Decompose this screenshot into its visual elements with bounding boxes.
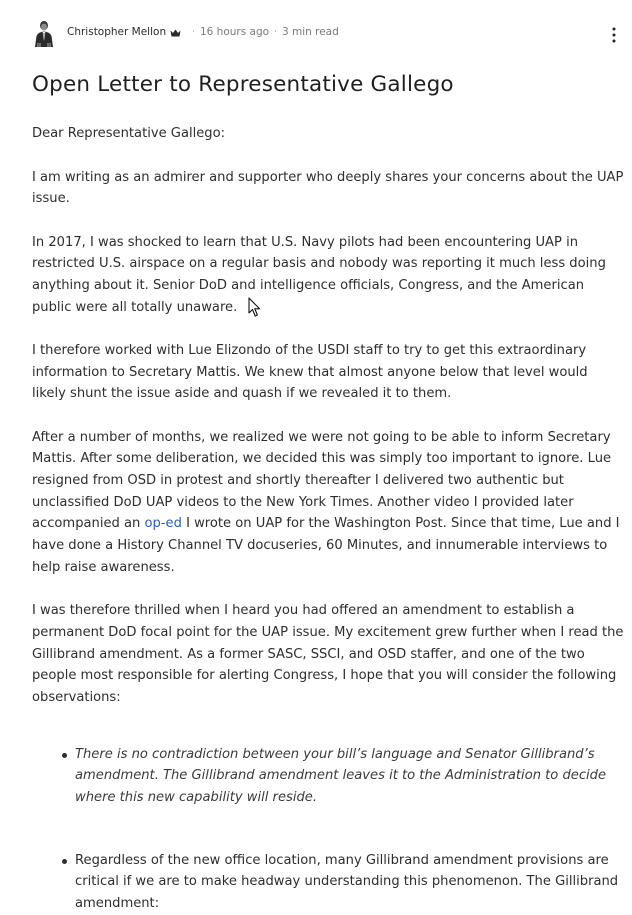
paragraph: I am writing as an admirer and supporter who deeply shares your concerns about the UAP issue. (32, 169, 624, 207)
bullet-list (32, 744, 624, 809)
op-ed-link[interactable]: op-ed (144, 516, 182, 532)
paragraph-text: After a number of months, we realized we were not going to be able to inform Secretary Mattis. After some deliberation, we decided this was simply too important to ignore. Lue resigned from OSD in protest and shortly thereafter I delivered two authentic but unclassified DoD UAP videos to the New York Times. Another video I provided later accompanied an (32, 429, 612, 532)
salutation: Dear Representative Gallego: (32, 126, 226, 141)
post-meta (67, 26, 339, 38)
meta-separator: · (274, 27, 277, 37)
crown-icon (170, 28, 181, 36)
post-body (32, 123, 624, 915)
paragraph-text: I wrote on UAP for the Washington Post. Since that time, Lue and I have done a History Channel TV docuseries, 60 Minutes, and innumerable interviews to help raise awareness. (32, 516, 620, 575)
post-header (32, 19, 622, 47)
post-title: Open Letter to Representative Gallego (32, 72, 454, 97)
post-time: 16 hours ago (199, 26, 270, 38)
bullet-list (32, 850, 624, 915)
paragraph: In 2017, I was shocked to learn that U.S. Navy pilots had been encountering UAP in restricted U.S. airspace on a regular basis and nobody was reporting it much less doing anything about it. Senior DoD and intelligence officials, Congress, and the American public were all totally unaware. (32, 234, 606, 315)
author-name[interactable]: Christopher Mellon (67, 26, 167, 38)
paragraph (32, 427, 624, 579)
paragraph: I was therefore thrilled when I heard you had offered an amendment to establish a permanent DoD focal point for the UAP issue. My excitement grew further when I read the Gillibrand amendment. As a former SASC, SSCI, and OSD staffer, and one of the two people most responsible for alerting Congress, I hope that you will consider the following observations: (32, 603, 624, 705)
list-item: Regardless of the new office location, many Gillibrand amendment provisions are critical if we are to make headway understanding this phenomenon. The Gillibrand amendment: (75, 850, 624, 915)
list-item: There is no contradiction between your bill’s language and Senator Gillibrand’s amendment. The Gillibrand amendment leaves it to the Administration to decide where this new capability will reside. (75, 744, 624, 809)
author-avatar[interactable] (32, 19, 56, 47)
more-options-icon[interactable] (610, 22, 618, 42)
read-time: 3 min read (281, 26, 339, 38)
paragraph: I therefore worked with Lue Elizondo of the USDI staff to try to get this extraordinary information to Secretary Mattis. We knew that almost anyone below that level would likely shunt the issue aside and quash if we revealed it to them. (32, 342, 588, 402)
meta-separator: · (192, 27, 195, 37)
